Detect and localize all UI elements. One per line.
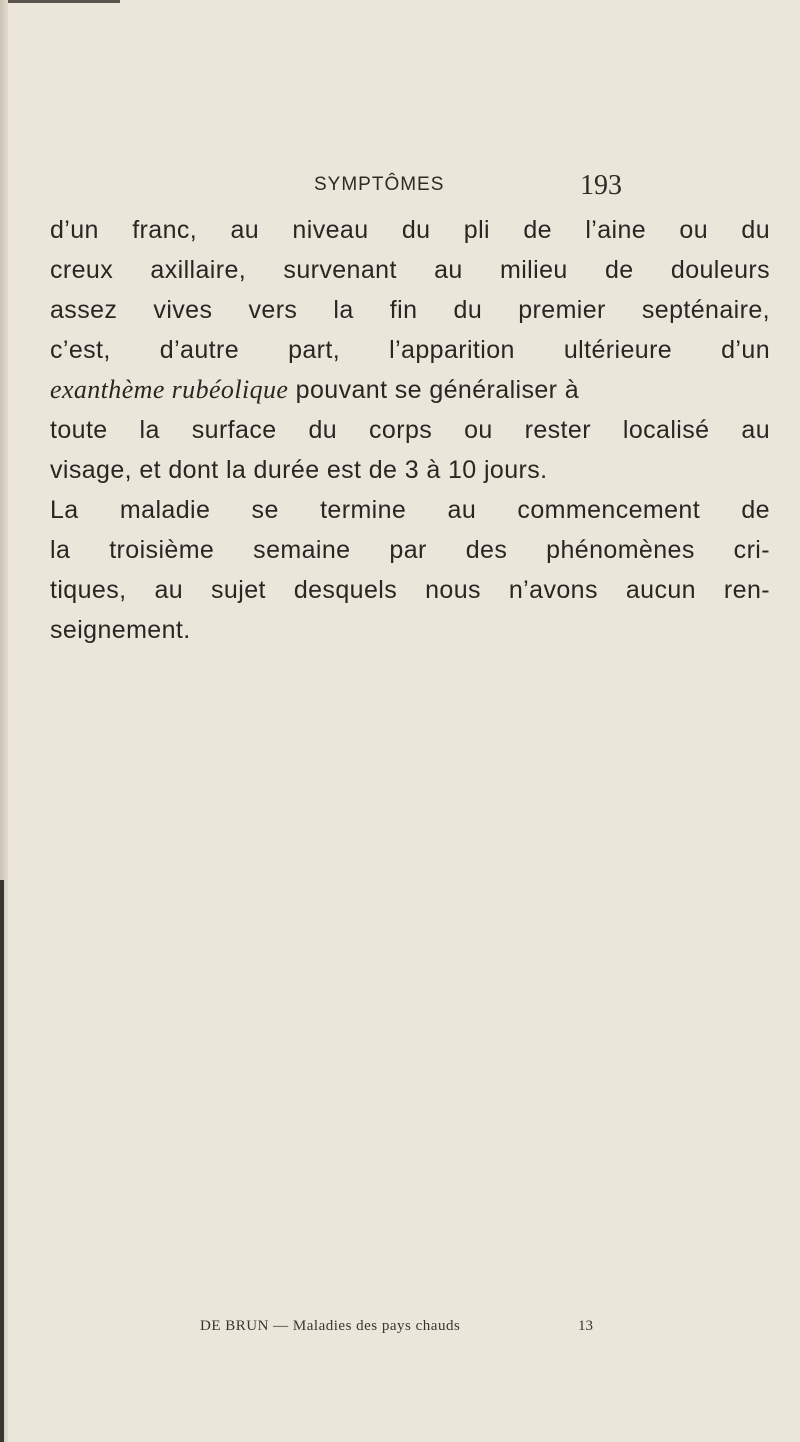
- page-number: 193: [580, 170, 622, 201]
- footer: [0, 1318, 800, 1348]
- body-text: [50, 210, 770, 650]
- page-left-edge: [0, 0, 8, 1442]
- text-line: [50, 370, 770, 410]
- text-line: visage, et dont la durée est de 3 à 10 jours.: [50, 456, 548, 484]
- running-head: [0, 170, 800, 204]
- text-line: seignement.: [50, 616, 191, 644]
- text-line: creux axillaire, survenant au milieu de douleurs: [50, 256, 770, 284]
- sheet-number: 13: [578, 1318, 593, 1334]
- printer-signature: DE BRUN — Maladies des pays chauds: [200, 1318, 461, 1334]
- binding-shadow: [0, 880, 4, 1442]
- text-line: d’un franc, au niveau du pli de l’aine ou du: [50, 216, 770, 244]
- text-line: toute la surface du corps ou rester localisé au: [50, 416, 770, 444]
- text-line-rest: pouvant se généraliser à: [288, 376, 580, 404]
- top-edge-rule: [0, 0, 120, 3]
- running-title: SYMPTÔMES: [314, 174, 445, 195]
- text-line: assez vives vers la fin du premier septénaire,: [50, 296, 770, 324]
- italic-term: exanthème rubéolique: [50, 375, 289, 404]
- text-line: la troisième semaine par des phénomènes cri-: [50, 536, 770, 564]
- paragraph-start-line: La maladie se termine au commencement de: [50, 496, 770, 524]
- text-line: tiques, au sujet desquels nous n’avons aucun ren-: [50, 576, 770, 604]
- text-line: c’est, d’autre part, l’apparition ultérieure d’un: [50, 336, 770, 364]
